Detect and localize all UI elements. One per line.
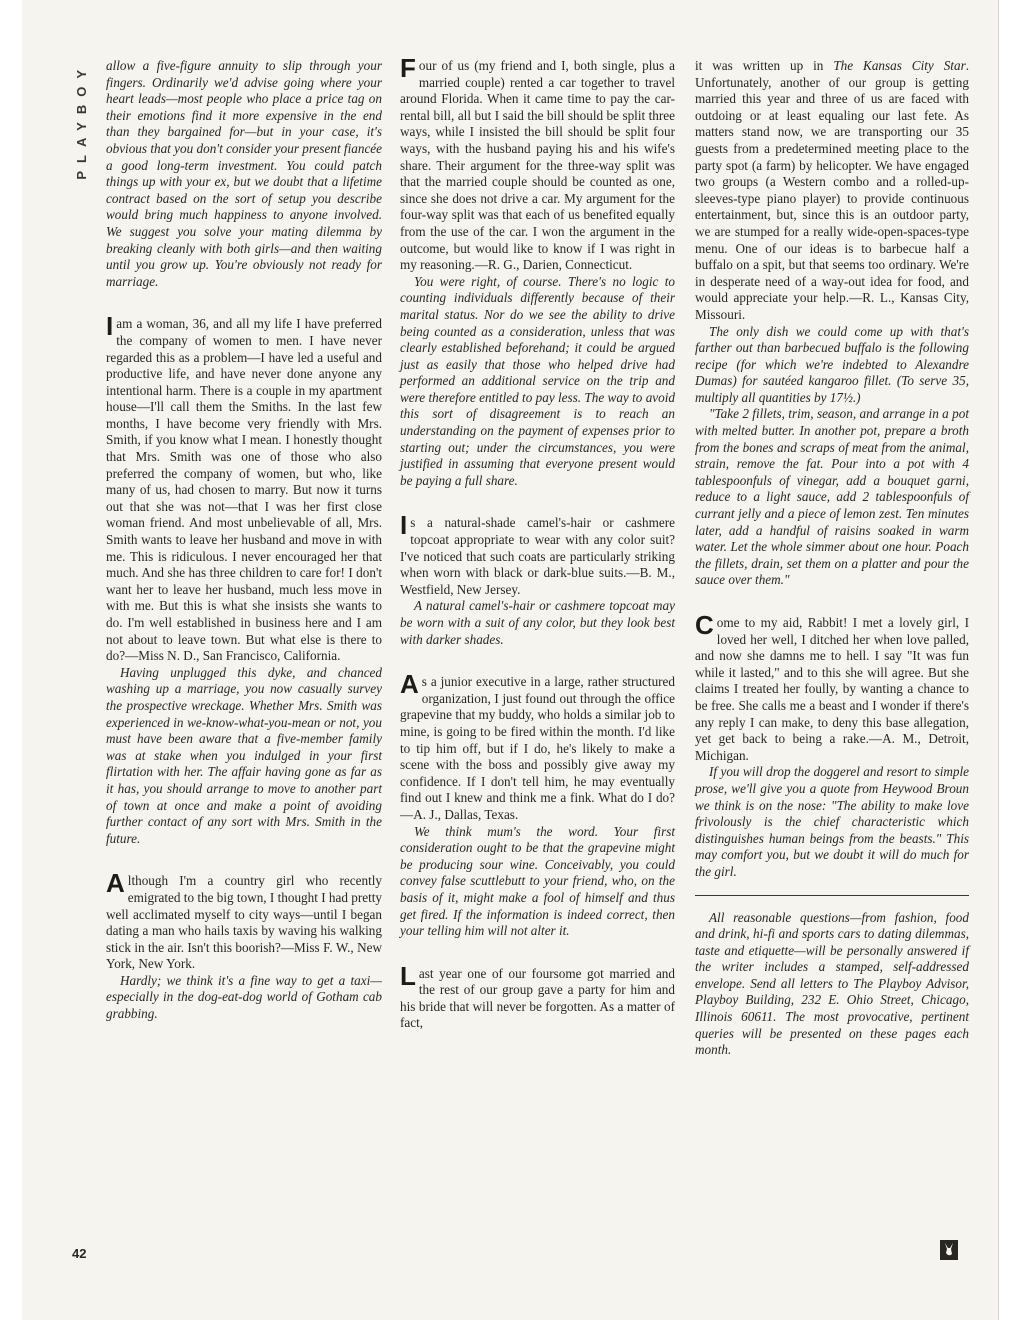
answer-2: Having unplugged this dyke, and chanced washing up a marriage, you now casually survey the prospective wreckage. Whether Mrs. Smith was experienced in we-know-what-you-mean or not, you must have been aware that a five-member family was at stake when you indulged in your first flirtation with her. The affair having gone as far as it has, you should arrange to move to another part of town at once and make a point of avoiding further contact of any sort with Mrs. Smith in the future. (106, 664, 382, 846)
column-3 (695, 58, 969, 1059)
letter-6-text: s a junior executive in a large, rather structured organization, I just found out through the office grapevine that my buddy, who holds a similar job to mine, is going to be fired within the month. I'd like to tip him off, but if I do, he's likely to make a scene with the boss and possibly give away my confidence. If I don't tell him, he may eventually find out I knew and think me a fink. What do I do?—A. J., Dallas, Texas. (400, 674, 675, 822)
answer-8: If you will drop the doggerel and resort to simple prose, we'll give you a quote from Heywood Broun we think is on the nose: "The ability to make love frivolously is the chief characteristic which distinguishes human beings from the beasts." This may comfort you, but we doubt it will do much for the girl. (695, 764, 969, 879)
drop-cap: A (106, 868, 125, 899)
column-1 (106, 58, 382, 1023)
drop-cap: I (400, 510, 408, 541)
letter-3 (106, 868, 382, 973)
advisor-footer-note: All reasonable questions—from fashion, food and drink, hi-fi and sports cars to dating dilemmas, taste and etiquette—will be personally answered if the writer includes a stamped, self-addressed envelope. Send all letters to The Playboy Advisor, Playboy Building, 232 E. Ohio Street, Chicago, Illinois 60611. The most provocative, pertinent queries will be presented on these pages each month. (695, 909, 969, 1058)
letter-7-cont-text: it was written up in (695, 58, 834, 73)
spacer (695, 589, 969, 615)
answer-7-recipe: "Take 2 fillets, trim, season, and arrange in a pot with melted butter. In another pot, prepare a broth from the bones and scraps of meat from the animal, strain, remove the fat. Pour into a pot with 4 tablespoonfuls of vinegar, add a bouquet garni, reduce to a light sauce, add 2 tablespoonfuls of currant jelly and a piece of lemon zest. Ten minutes later, add a handful of raisins soaked in warm water. Let the whole simmer about one hour. Poach the fillets, drain, set them on a platter and pour the sauce over them." (695, 406, 969, 588)
letter-8-text: ome to my aid, Rabbit! I met a lovely girl, I loved her well, I ditched her when love palled, and now she damns me to hell. I say "It was fun while it lasted," and to this she will agree. But she claims I treated her foully, by wanting a chance to be free. She calls me a beast and I wonder if there's any reply I can make, to deny this base allegation, yet get back to being a rake.—A. M., Detroit, Michigan. (695, 615, 969, 763)
drop-cap: C (695, 610, 714, 640)
letter-2-text: am a woman, 36, and all my life I have preferred the company of women to men. I have never regarded this as a problem—I have led a useful and productive life, and have never done anyone any intentional harm. There is a couple in my apartment house—I'll call them the Smiths. In the last few months, I have become very friendly with Mrs. Smith, if you know what I mean. I honestly thought that Mrs. Smith was one of those who also preferred the company of women, but who, like many of us, had chosen to marry. But now it turns out that she was not—that I was her first close woman friend. And most unbelievable of all, Mrs. Smith wants to leave her husband and move in with me. This is ridiculous. I never encouraged her that much. And she has three children to care for! I don't want her to leave her husband, much less move in with me. But this is what she insists she wants to do. I'm well established in business here and I am not about to leave town. But what else is there to do?—Miss N. D., San Francisco, California. (106, 316, 382, 664)
letter-3-text: lthough I'm a country girl who recently emigrated to the big town, I thought I had pretty well acclimated myself to city ways—until I began dating a man who hails taxis by waving his walking stick in the air. Isn't this boorish?—Miss F. W., New York, New York. (106, 873, 382, 972)
letter-6 (400, 669, 675, 823)
spacer (400, 940, 675, 966)
letter-8 (695, 610, 969, 764)
answer-7: The only dish we could come up with that's farther out than barbecued buffalo is the following recipe (for which we're indebted to Alexandre Dumas) for sautéed kangaroo fillet. (To serve 35, multiply all quantities by 17½.) (695, 323, 969, 405)
letter-7-cont-text: . Unfortunately, another of our group is getting married this year and three of us are faced with outdoing or at least equaling our last fete. As matters stand now, we are transporting our 35 guests from a predetermined meeting place to the party spot (a farm) by helicopter. We have engaged two groups (a Western combo and a rolled-up-sleeves-type piano player) to provide continuous entertainment, but, since this is an outdoor party, we are stumped for a really wide-open-spaces-type menu. One of our ideas is to barbecue half a buffalo on a spit, but that seems too ordinary. We're in desperate need of a way-out idea for food, and would appreciate your help.—R. L., Kansas City, Missouri. (695, 58, 969, 322)
spacer (106, 290, 382, 316)
letter-4 (400, 53, 675, 274)
letter-7-text: ast year one of our foursome got married and the rest of our group gave a party for him and his bride that will never be forgotten. As a matter of fact, (400, 965, 675, 1031)
letter-5-text: s a natural-shade camel's-hair or cashmere topcoat appropriate to wear with any color suit? I've noticed that such coats are particularly striking when worn with black or dark-blue suits.—B. M., Westfield, New Jersey. (400, 515, 675, 597)
letter-2 (106, 311, 382, 664)
drop-cap: F (400, 53, 416, 83)
rabbit-head-icon (940, 1240, 958, 1260)
drop-cap: I (106, 311, 114, 342)
drop-cap: A (400, 669, 419, 700)
answer-4: You were right, of course. There's no logic to counting individuals differently because of their marital status. Nor do we see the ability to drive being counted as a consideration, unless that was clearly established beforehand; it could be argued just as easily that those who helped drive had performed an additional service on the trip and were therefore entitled to pay less. The way to avoid this sort of disagreement is to reach an understanding on the payment of expenses prior to starting out; under the circumstances, you were justified in assuming that everyone present would be paying a full share. (400, 273, 675, 488)
letter-4-text: our of us (my friend and I, both single, plus a married couple) rented a car together to travel around Florida. When it came time to pay the car-rental bill, all but I said the bill should be split three ways, while I insisted the bill should be split four ways, with the husband paying his and his wife's share. Their argument for the three-way split was that the married couple should be counted as one, since she does not drive a car. My argument for the four-way split was that each of us benefited equally from the use of the car. I won the argument in the outcome, but would like to know if I was right in my reasoning.—R. G., Darien, Connecticut. (400, 58, 675, 273)
spacer (400, 648, 675, 674)
column-2 (400, 53, 675, 1032)
letter-7-continued (695, 58, 969, 324)
publication-name: The Kansas City Star (833, 58, 966, 73)
spacer (106, 847, 382, 873)
answer-5: A natural camel's-hair or cashmere topcoat may be worn with a suit of any color, but they look best with darker shades. (400, 598, 675, 647)
spacer (400, 489, 675, 515)
answer-6: We think mum's the word. Your first consideration ought to be that the grapevine might be producing sour wine. Conceivably, you could convey false scuttlebutt to your friend, who, on the basis of it, might make a fool of himself and thus get fired. If the information is indeed correct, then your telling him will not alter it. (400, 823, 675, 939)
page-number: 42 (72, 1246, 87, 1261)
masthead-vertical: PLAYBOY (74, 62, 89, 180)
answer-3: Hardly; we think it's a fine way to get a taxi—especially in the dog-eat-dog world of Gotham cab grabbing. (106, 972, 382, 1022)
letter-5 (400, 510, 675, 598)
drop-cap: L (400, 960, 416, 991)
letter-7 (400, 960, 675, 1032)
section-divider (695, 895, 969, 896)
answer-1-continued: allow a five-figure annuity to slip through your fingers. Ordinarily we'd advise going where your heart leads—most people who place a price tag on their emotions find it more expensive in the end than they bargained for—but in your case, it's obvious that you don't consider your present fiancée a good long-term investment. You could patch things up with your ex, but we doubt that a lifetime contract based on the sort of setup you describe would bring much happiness to anyone involved. We suggest you solve your mating dilemma by breaking cleanly with both girls—and then waiting until you grow up. You're obviously not ready for marriage. (106, 58, 382, 289)
